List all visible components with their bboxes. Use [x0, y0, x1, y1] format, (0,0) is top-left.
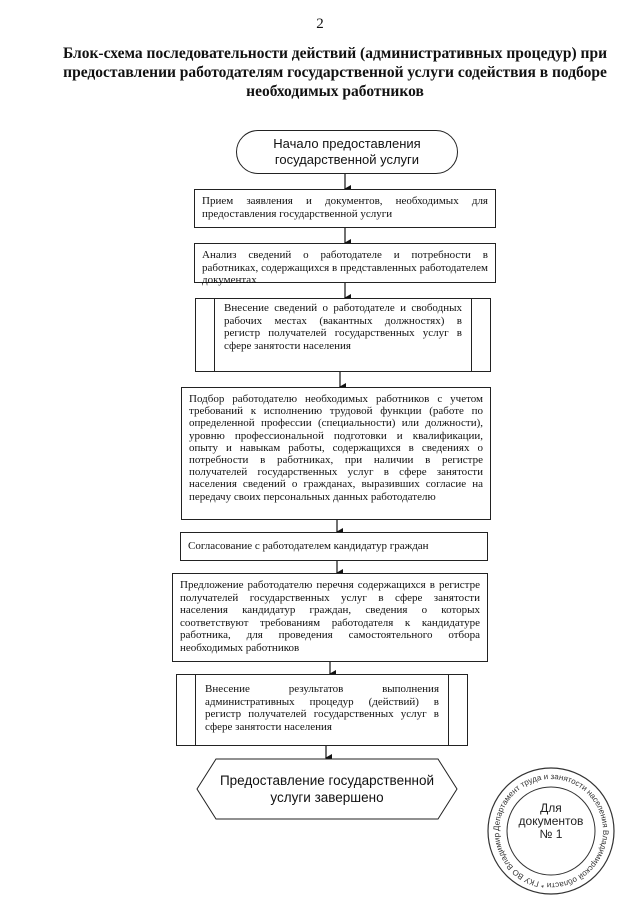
flow-step-4-text: Подбор работодателю необходимых работников с учетом требований к исполнению трудовой функции (работе по определенной профессии (специальности) или должности), уровню профессиональной подготовки и квалификации, опыту и навыкам работы, содержащихся в сведениях о потребности в работниках, при наличии в регистре получателей государственных услуг в сфере занятости населения сведений о гражданах, выразивших согласие на передачу своих персональных данных работодателю — [189, 393, 483, 503]
flow-step-6-text: Предложение работодателю перечня содержащихся в регистре получателей государственных услуг в сфере занятости населения кандидатур граждан, сведения о которых соответствуют требованиям работодателя к кандидатуре работника, для проведения самостоятельного отбора необходимых работников — [180, 579, 480, 654]
flow-start-terminal — [236, 130, 458, 174]
flow-end-terminal — [196, 758, 458, 820]
title-line-3: необходимых работников — [246, 83, 424, 100]
flow-step-7-text: Внесение результатов выполнения административных процедур (действий) в регистр получателей государственных услуг в сфере занятости населения — [205, 683, 439, 733]
flow-step-7-right-bar — [448, 675, 449, 745]
stamp-center-text — [486, 802, 616, 841]
flow-step-3-right-bar — [471, 299, 472, 371]
stamp-ring-text: Департамент труда и занятости населения Владимирской области * ГКУ ВО Владимир — [491, 771, 611, 891]
official-stamp — [486, 766, 616, 896]
stamp-line-1: Для — [540, 801, 562, 815]
start-line-1: Начало предоставления — [273, 136, 421, 151]
stamp-line-2: документов — [518, 814, 584, 828]
flow-step-7-left-bar — [195, 675, 196, 745]
end-line-1: Предоставление государственной — [219, 773, 435, 788]
end-line-2: услуги завершено — [270, 790, 384, 805]
title-line-1: Блок-схема последовательности действий (административных процедур) при — [62, 45, 607, 62]
flow-step-5-text: Согласование с работодателем кандидатур граждан — [188, 540, 429, 552]
flow-step-7 — [176, 674, 468, 746]
flow-step-3 — [195, 298, 491, 372]
flow-step-3-left-bar — [214, 299, 215, 371]
start-line-2: государственной услуги — [274, 152, 420, 167]
flow-step-4 — [181, 387, 491, 520]
stamp-line-3: № 1 — [539, 827, 563, 841]
flow-step-2-text: Анализ сведений о работодателе и потребности в работниках, содержащихся в представленных работодателем документах — [202, 249, 488, 286]
page-number: 2 — [316, 16, 324, 32]
flow-step-3-text: Внесение сведений о работодателе и свободных рабочих местах (вакантных должностях) в регистр получателей государственных услуг в сфере занятости населения — [224, 302, 462, 352]
title-line-2: предоставлении работодателям государственной услуги содействия в подборе — [63, 64, 607, 81]
flow-step-6 — [172, 573, 488, 662]
flow-step-2 — [194, 243, 496, 286]
flow-step-5 — [180, 532, 488, 561]
flow-step-1-text: Прием заявления и документов, необходимых для предоставления государственной услуги — [202, 195, 488, 220]
flow-step-1 — [194, 189, 496, 228]
